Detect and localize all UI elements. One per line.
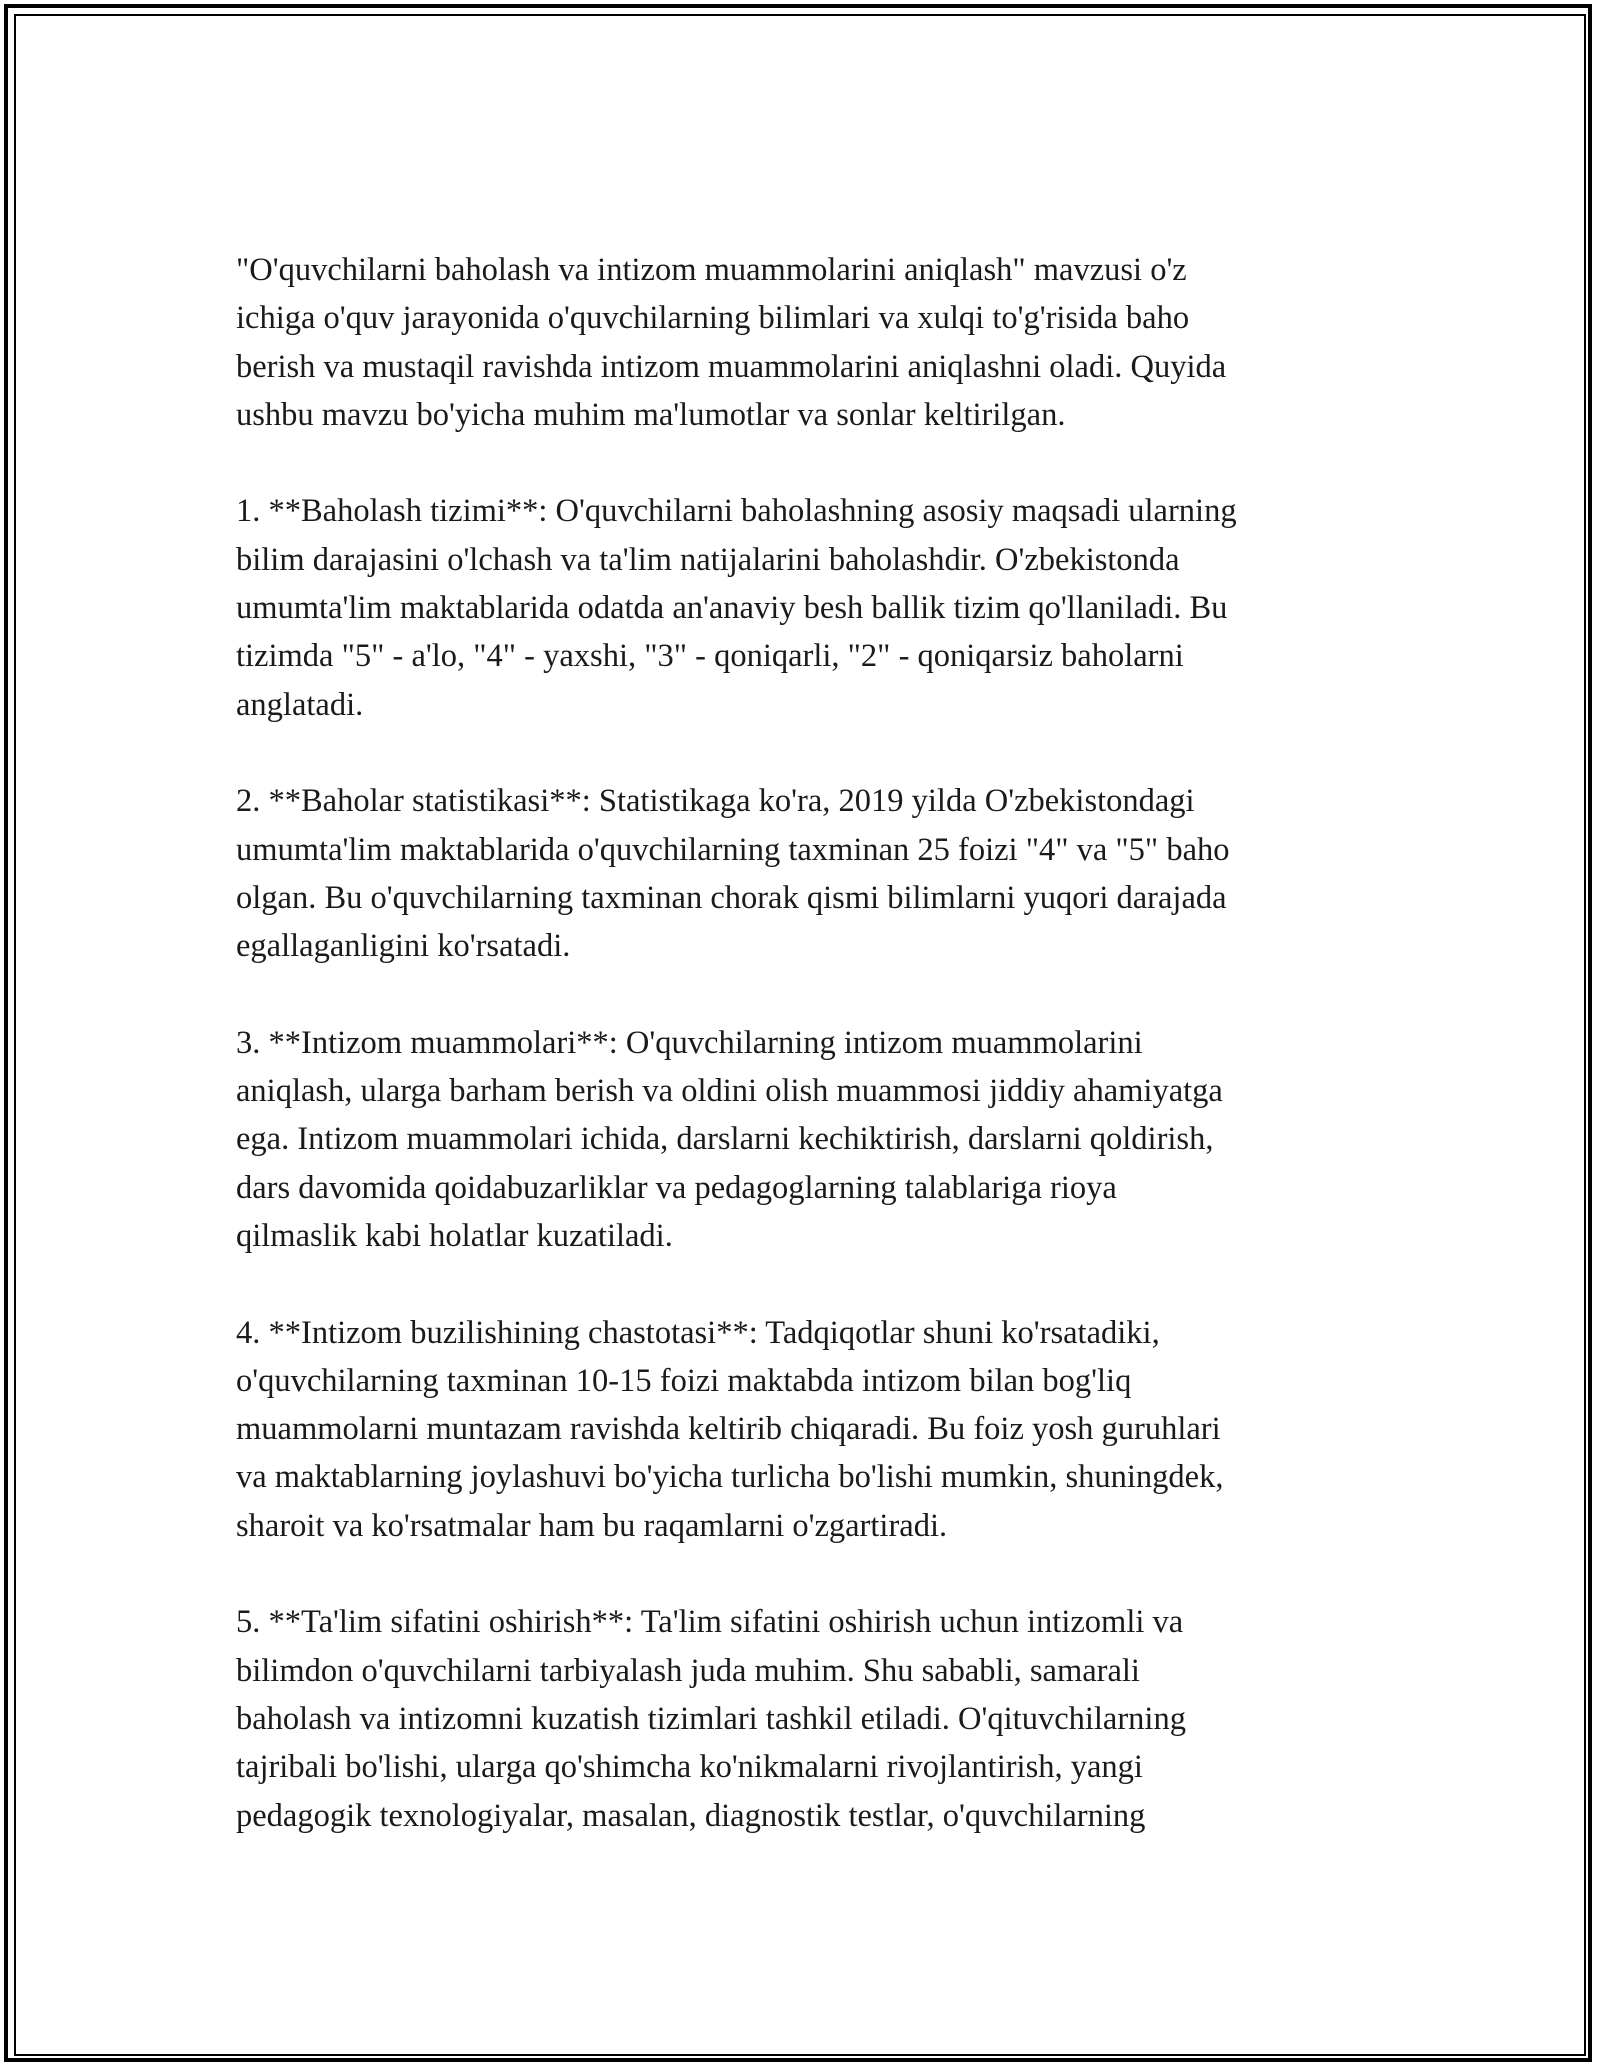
intro-paragraph: "O'quvchilarni baholash va intizom muammolarini aniqlash" mavzusi o'z ichiga o'quv jarayonida o'quvchilarning bilimlari va xulqi to'g'risida baho berish va mustaqil ravishda intizom muammolarini aniqlashni oladi. Quyida ushbu mavzu bo'yicha muhim ma'lumotlar va sonlar keltirilgan. <box>236 252 1227 433</box>
paragraph-intizom-buzilishi: 4. **Intizom buzilishining chastotasi**: Tadqiqotlar shuni ko'rsatadiki, o'quvchilarning taxminan 10-15 foizi maktabda intizom bilan bog'liq muammolarni muntazam ravishda keltirib chiqaradi. Bu foiz yosh guruhlari va maktablarning joylashuvi bo'yicha turlicha bo'lishi mumkin, shuningdek, sharoit va ko'rsatmalar ham bu raqamlarni o'zgartiradi. <box>236 1314 1224 1544</box>
paragraph-talim-sifati: 5. **Ta'lim sifatini oshirish**: Ta'lim sifatini oshirish uchun intizomli va bilimdon o'quvchilarni tarbiyalash juda muhim. Shu sababli, samarali baholash va intizomni kuzatish tizimlari tashkil etiladi. O'qituvchilarning tajribali bo'lishi, ularga qo'shimcha ko'nikmalarni rivojlantirish, yangi pedagogik texnologiyalar, masalan, diagnostik testlar, o'quvchilarning <box>236 1604 1186 1834</box>
paragraph-intizom-muammolari: 3. **Intizom muammolari**: O'quvchilarning intizom muammolarini aniqlash, ularga barham berish va oldini olish muammosi jiddiy ahamiyatga ega. Intizom muammolari ichida, darslarni kechiktirish, darslarni qoldirish, dars davomida qoidabuzarliklar va pedagoglarning talablariga rioya qilmaslik kabi holatlar kuzatiladi. <box>236 1024 1223 1254</box>
document-body <box>236 246 1396 1840</box>
paragraph-baholar-statistikasi: 2. **Baholar statistikasi**: Statistikaga ko'ra, 2019 yilda O'zbekistondagi umumta'lim maktablarida o'quvchilarning taxminan 25 foizi "4" va "5" baho olgan. Bu o'quvchilarning taxminan chorak qismi bilimlarni yuqori darajada egallaganligini ko'rsatadi. <box>236 783 1230 965</box>
paragraph-baholash-tizimi: 1. **Baholash tizimi**: O'quvchilarni baholashning asosiy maqsadi ularning bilim darajasini o'lchash va ta'lim natijalarini baholashdir. O'zbekistonda umumta'lim maktablarida odatda an'anaviy besh ballik tizim qo'llaniladi. Bu tizimda "5" - a'lo, "4" - yaxshi, "3" - qoniqarli, "2" - qoniqarsiz baholarni anglatadi. <box>236 493 1237 723</box>
